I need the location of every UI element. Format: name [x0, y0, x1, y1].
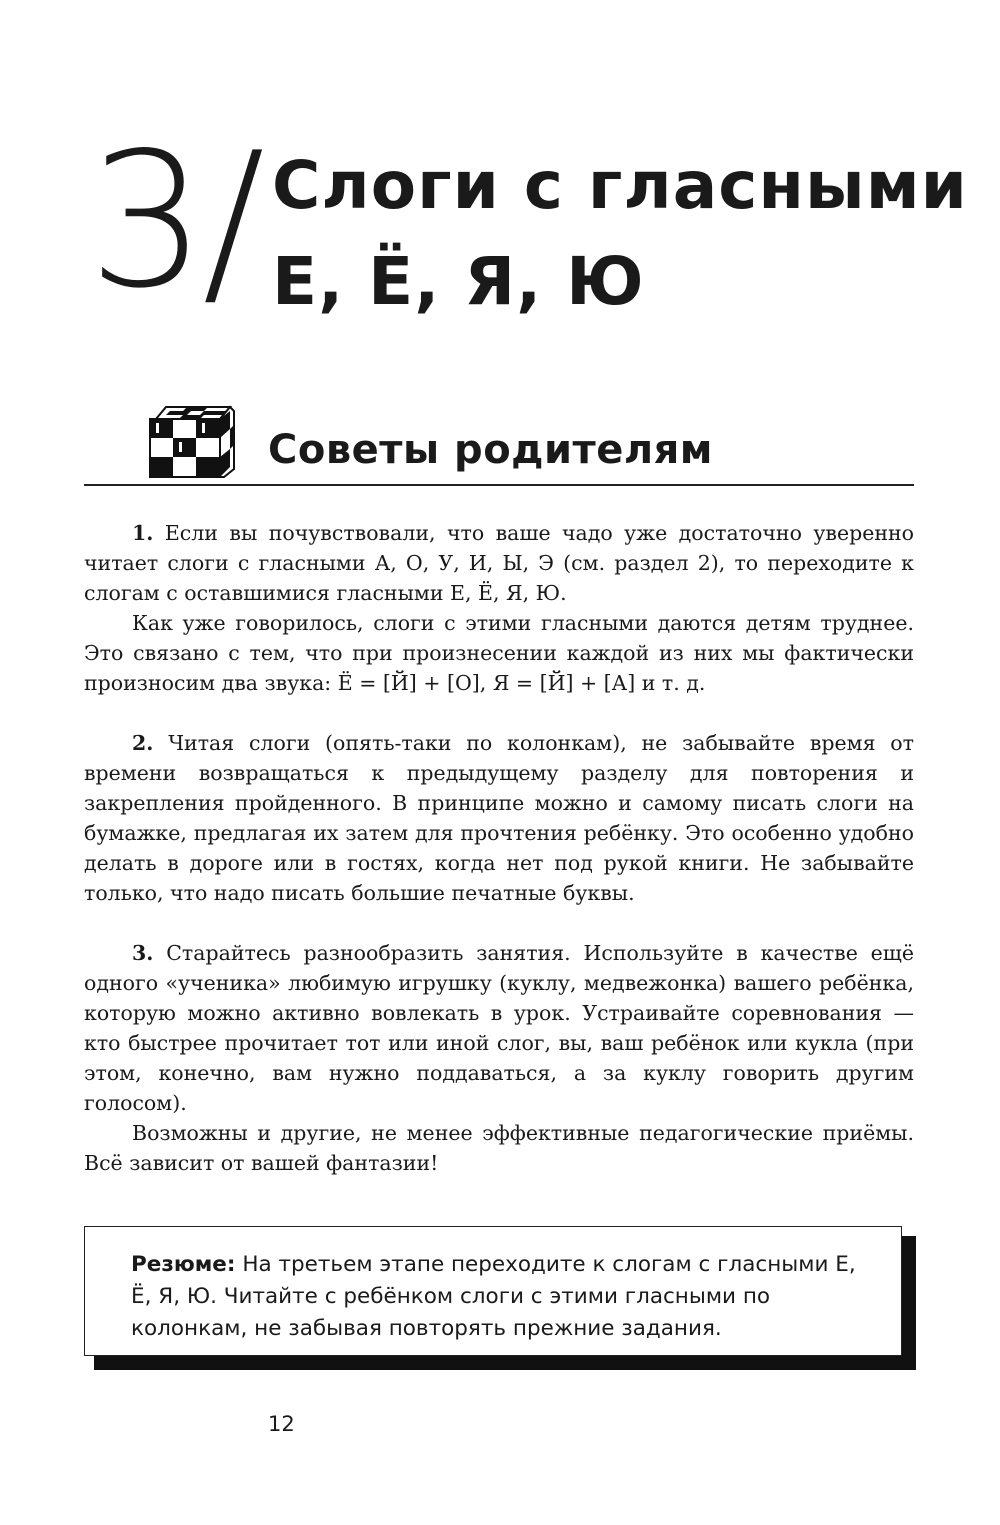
section-divider	[84, 484, 914, 486]
summary-text	[131, 1249, 871, 1345]
tip-number: 2.	[132, 731, 154, 755]
chapter-title-line: Е, Ё, Я, Ю	[272, 243, 645, 320]
paragraph-text: Старайтесь разнообразить занятия. Используйте в качестве ещё одного «ученика» любимую игрушку (куклу, медвежонка) вашего ребёнка, которую можно активно вовлекать в урок. Устраивайте соревнования — кто быстрее прочитает тот или иной слог, вы, ваш ребёнок или кукла (при этом, конечно, вам нужно поддаваться, а за куклу говорить другим голосом).	[84, 941, 914, 1115]
paragraph	[84, 728, 914, 908]
chapter-title	[272, 138, 968, 330]
summary-body: На третьем этапе переходите к слогам с гласными Е, Ё, Я, Ю. Читайте с ребёнком слоги с этими гласными по колонкам, не забывая повторять прежние задания.	[131, 1252, 856, 1341]
paragraph-text: Читая слоги (опять-таки по колонкам), не забывайте время от времени возвращаться к предыдущему разделу для повторения и закрепления пройденного. В принципе можно и самому писать слоги на бумажке, предлагая их затем для прочтения ребёнку. Это особенно удобно делать в дороге или в гостях, когда нет под рукой книги. Не забывайте только, что надо писать большие печатные буквы.	[84, 731, 914, 905]
tip-number: 1.	[132, 521, 154, 545]
section-title: Советы родителям	[268, 427, 713, 473]
advice-text	[84, 518, 914, 1178]
summary-box	[84, 1226, 902, 1356]
tip-number: 3.	[132, 941, 154, 965]
cube-icon	[148, 405, 238, 479]
page-number: 12	[268, 1412, 295, 1436]
paragraph	[84, 518, 914, 608]
paragraph-text: Если вы почувствовали, что ваше чадо уже достаточно уверенно читает слоги с гласными А, О, У, И, Ы, Э (см. раздел 2), то переходите к слогам с оставшимися гласными Е, Ё, Я, Ю.	[84, 521, 914, 605]
chapter-number: 3/	[88, 112, 262, 329]
paragraph: Возможны и другие, не менее эффективные педагогические приёмы. Всё зависит от вашей фантазии!	[84, 1121, 914, 1175]
paragraph: Как уже говорилось, слоги с этими гласными даются детям труднее. Это связано с тем, что при произнесении каждой из них мы фактически произносим два звука: Ё = [Й] + [О], Я = [Й] + [А] и т. д.	[84, 611, 914, 695]
chapter-title-line: Слоги с гласными	[272, 147, 968, 224]
summary-label: Резюме:	[131, 1252, 236, 1277]
paragraph	[84, 938, 914, 1118]
